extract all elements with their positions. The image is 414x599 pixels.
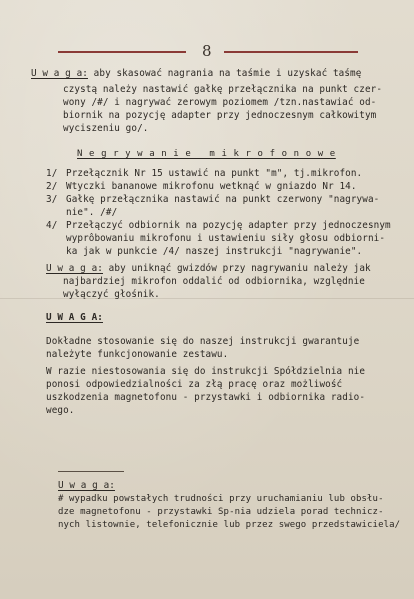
footnote-line-1: # wypadku powstałych trudności przy uruchamianiu lub obsłu- [58,494,384,504]
step-3-line-1: Gałkę przełącznika nastawić na punkt czerwony "nagrywa- [66,194,380,205]
paragraph2-line-4: wego. [46,405,75,416]
footnote-line-2: dze magnetofonu - przystawki Sp-nia udziela porad technicz- [58,507,384,517]
note2-line-3: wyłączyć głośnik. [63,289,160,300]
paragraph2-line-1: W razie niestosowania się do instrukcji Spółdzielnia nie [46,366,366,377]
footnote-line-3: nych listownie, telefonicznie lub przez swego przedstawiciela/ [58,520,401,530]
top-note-label: U w a g a: [31,68,88,79]
paragraph2-line-3: uszkodzenia magnetofonu - przystawki i odbiornika radio- [46,392,366,403]
note2-label: U w a g a: [46,263,103,274]
page-number: 8 [202,42,212,60]
step-1-number: 1/ [46,168,58,179]
note2-line-1: U w a g a: aby uniknąć gwizdów przy nagrywaniu należy jak [46,263,371,274]
section-title: N e g r y w a n i e m i k r o f o n o w e [77,149,336,159]
step-4-number: 4/ [46,220,58,231]
paragraph1-line-2: należyte funkcjonowanie zestawu. [46,349,229,360]
top-note-line-3: wony /#/ i nagrywać zerowym poziomem /tzn.nastawiać od- [63,97,377,108]
top-note-line-4: biornik na pozycję adapter przy jednoczesnym całkowitym [63,110,377,121]
step-4-line-2: wyprôbowaniu mikrofonu i ustawieniu siły głosu odbiorni- [66,233,386,244]
top-note-line-2: czystą należy nastawić gałkę przełącznika na punkt czer- [63,84,383,95]
top-note-line-5: wyciszeniu go/. [63,123,149,134]
step-3-number: 3/ [46,194,58,205]
step-4-line-1: Przełączyć odbiornik na pozycję adapter przy jednoczesnym [66,220,391,231]
step-2-number: 2/ [46,181,58,192]
warning-heading: U W A G A: [46,312,103,323]
step-2-line-1: Wtyczki bananowe mikrofonu wetknąć w gniazdo Nr 14. [66,181,357,192]
footnote-label: U w a g a: [58,480,115,491]
step-4-line-3: ka jak w punkcie /4/ naszej instrukcji "nagrywanie". [66,246,363,257]
header-rule-right [224,51,358,53]
step-1-line-1: Przełącznik Nr 15 ustawić na punkt "m", tj.mikrofon. [66,168,363,179]
paragraph2-line-2: ponosi odpowiedzialności za złą pracę oraz możliwość [46,379,343,390]
paragraph1-line-1: Dokładne stosowanie się do naszej instrukcji gwarantuje [46,336,360,347]
note2-line-2: najbardziej mikrofon oddalić od odbiornika, względnie [63,276,365,287]
step-3-line-2: nie". /#/ [66,207,118,218]
footnote-rule [58,471,124,472]
top-note-line-1: U w a g a: aby skasować nagrania na taśmie i uzyskać taśmę [31,68,362,79]
header-rule-left [58,51,186,53]
